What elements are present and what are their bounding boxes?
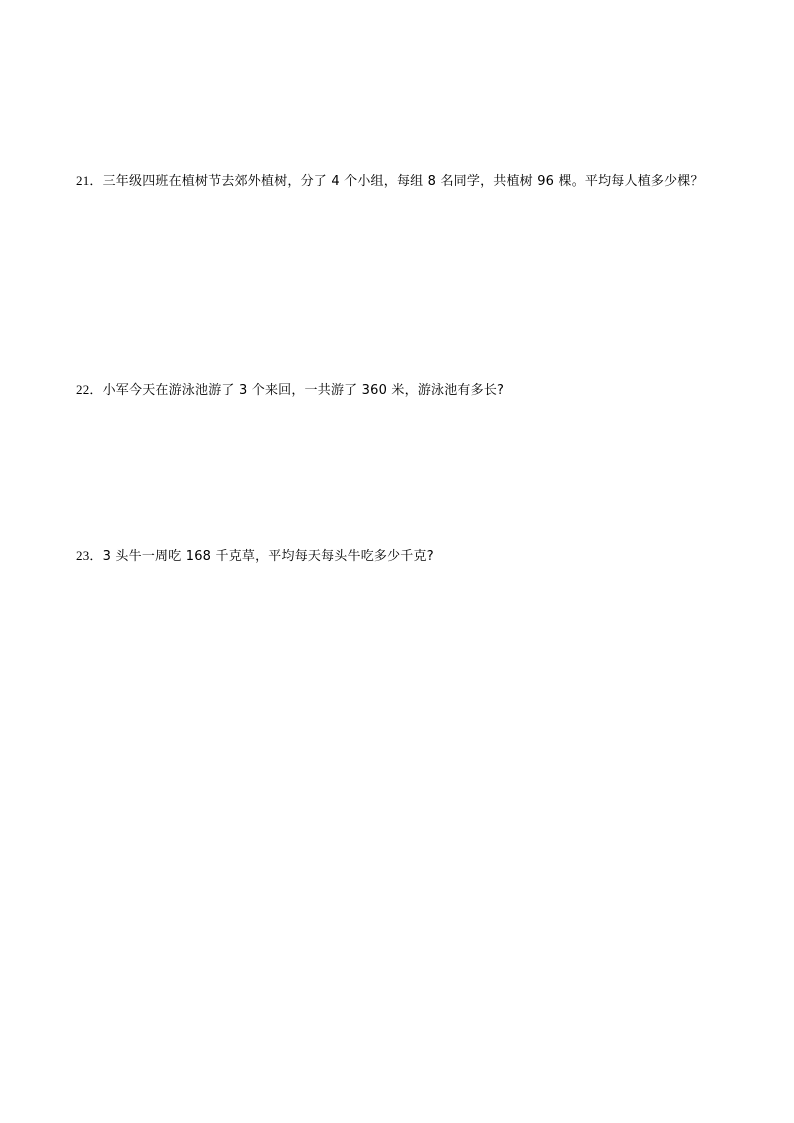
question-separator: ． (89, 549, 103, 564)
question-23 (76, 535, 736, 578)
question-separator: ． (89, 383, 103, 398)
question-separator: ． (89, 174, 103, 189)
question-text: 小军今天在游泳池游了 3 个来回，一共游了 360 米，游泳池有多长? (102, 383, 505, 398)
question-21 (76, 160, 736, 203)
question-text: 三年级四班在植树节去郊外植树，分了 4 个小组，每组 8 名同学，共植树 96 棵。平均每人植多少棵？ (102, 174, 704, 189)
question-text: 3 头牛一周吃 168 千克草，平均每天每头牛吃多少千克? (102, 549, 434, 564)
question-number: 21 (76, 173, 90, 188)
question-22 (76, 369, 736, 412)
question-number: 22 (76, 382, 90, 397)
question-number: 23 (76, 548, 90, 563)
